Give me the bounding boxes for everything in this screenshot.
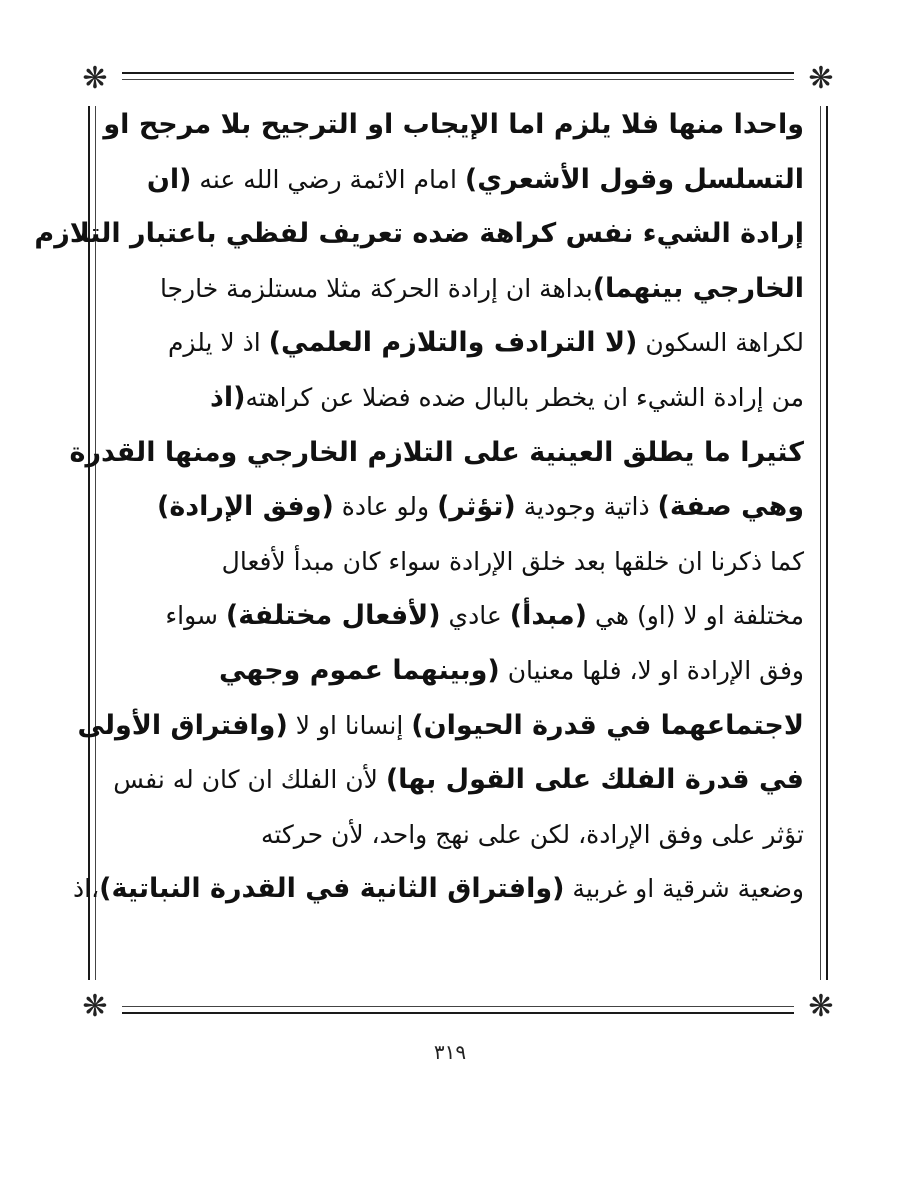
text-segment: امام الائمة رضي الله عنه (191, 164, 465, 194)
bold-text-segment: واحدا منها فلا يلزم اما الإيجاب او الترجيح بلا مرجح او (103, 109, 804, 140)
bold-text-segment: (اذ (210, 381, 246, 413)
text-line (73, 862, 804, 917)
text-line (118, 480, 804, 535)
bold-text-segment: لاجتماعهما في قدرة الحيوان) (411, 709, 804, 741)
text-segment: تؤثر على وفق الإرادة، لكن على نهج واحد، لأن حركته (260, 819, 804, 849)
text-segment: إنسانا او لا (287, 710, 412, 740)
text-line (77, 699, 804, 754)
text-segment: ،اذ (73, 874, 100, 904)
text-segment: من إرادة الشيء ان يخطر بالبال ضده فضلا عن كراهته (245, 382, 804, 412)
text-line (113, 753, 804, 808)
text-segment: مختلفة او لا (او) هي (587, 601, 804, 631)
bold-text-segment: التسلسل وقول الأشعري) (464, 163, 804, 195)
bold-text-segment: (تؤثر) (437, 491, 516, 523)
text-segment: وضعية شرقية او غربية (564, 874, 804, 904)
page-number: ٣١٩ (433, 1040, 467, 1064)
corner-ornament-icon: ❋ (68, 52, 122, 106)
bold-text-segment: (لا الترادف والتلازم العلمي) (268, 327, 638, 359)
text-line (118, 262, 804, 317)
bold-text-segment: (مبدأ) (509, 600, 588, 632)
bold-text-segment: (وفق الإرادة) (157, 491, 334, 523)
text-line (69, 426, 804, 481)
text-line (118, 316, 804, 371)
text-segment: اذ لا يلزم (167, 328, 269, 358)
bold-text-segment: (وافتراق الثانية في القدرة النباتية) (99, 873, 565, 905)
text-segment: لكراهة السكون (637, 328, 804, 358)
bold-text-segment: في قدرة الفلك على القول بها) (385, 764, 804, 796)
bold-text-segment: وهي صفة) (657, 491, 804, 523)
text-segment: بداهة ان إرادة الحركة مثلا مستلزمة خارجا (159, 273, 593, 303)
text-segment: سواء (165, 601, 226, 631)
text-segment: وفق الإرادة او لا، فلها معنيان (499, 655, 804, 685)
bold-text-segment: إرادة الشيء نفس كراهة ضده تعريف لفظي باعتبار التلازم (34, 218, 804, 250)
text-line (103, 98, 804, 153)
bold-text-segment: (لأفعال مختلفة) (225, 600, 441, 632)
text-segment: ولو عادة (333, 492, 438, 522)
text-line (34, 207, 804, 262)
text-segment: عادي (440, 601, 510, 631)
text-line (118, 589, 804, 644)
bold-text-segment: كثيرا ما يطلق العينية على التلازم الخارجي ومنها القدرة (69, 436, 804, 468)
text-line (118, 371, 804, 426)
bold-text-segment: (ان (146, 163, 192, 195)
bold-text-segment: (وبينهما عموم وجهي (218, 654, 500, 686)
text-line (118, 808, 804, 863)
text-line (118, 644, 804, 699)
text-line (118, 535, 804, 590)
corner-ornament-icon: ❋ (68, 980, 122, 1034)
bold-text-segment: (وافتراق الأولى (77, 709, 288, 741)
corner-ornament-icon: ❋ (794, 52, 848, 106)
text-segment: كما ذكرنا ان خلقها بعد خلق الإرادة سواء كان مبدأ لأفعال (221, 546, 804, 576)
text-segment: ذاتية وجودية (515, 492, 658, 522)
body-text (34, 98, 804, 917)
corner-ornament-icon: ❋ (794, 980, 848, 1034)
text-segment: لأن الفلك ان كان له نفس (113, 765, 386, 795)
text-line (118, 153, 804, 208)
bold-text-segment: الخارجي بينهما) (592, 272, 804, 304)
